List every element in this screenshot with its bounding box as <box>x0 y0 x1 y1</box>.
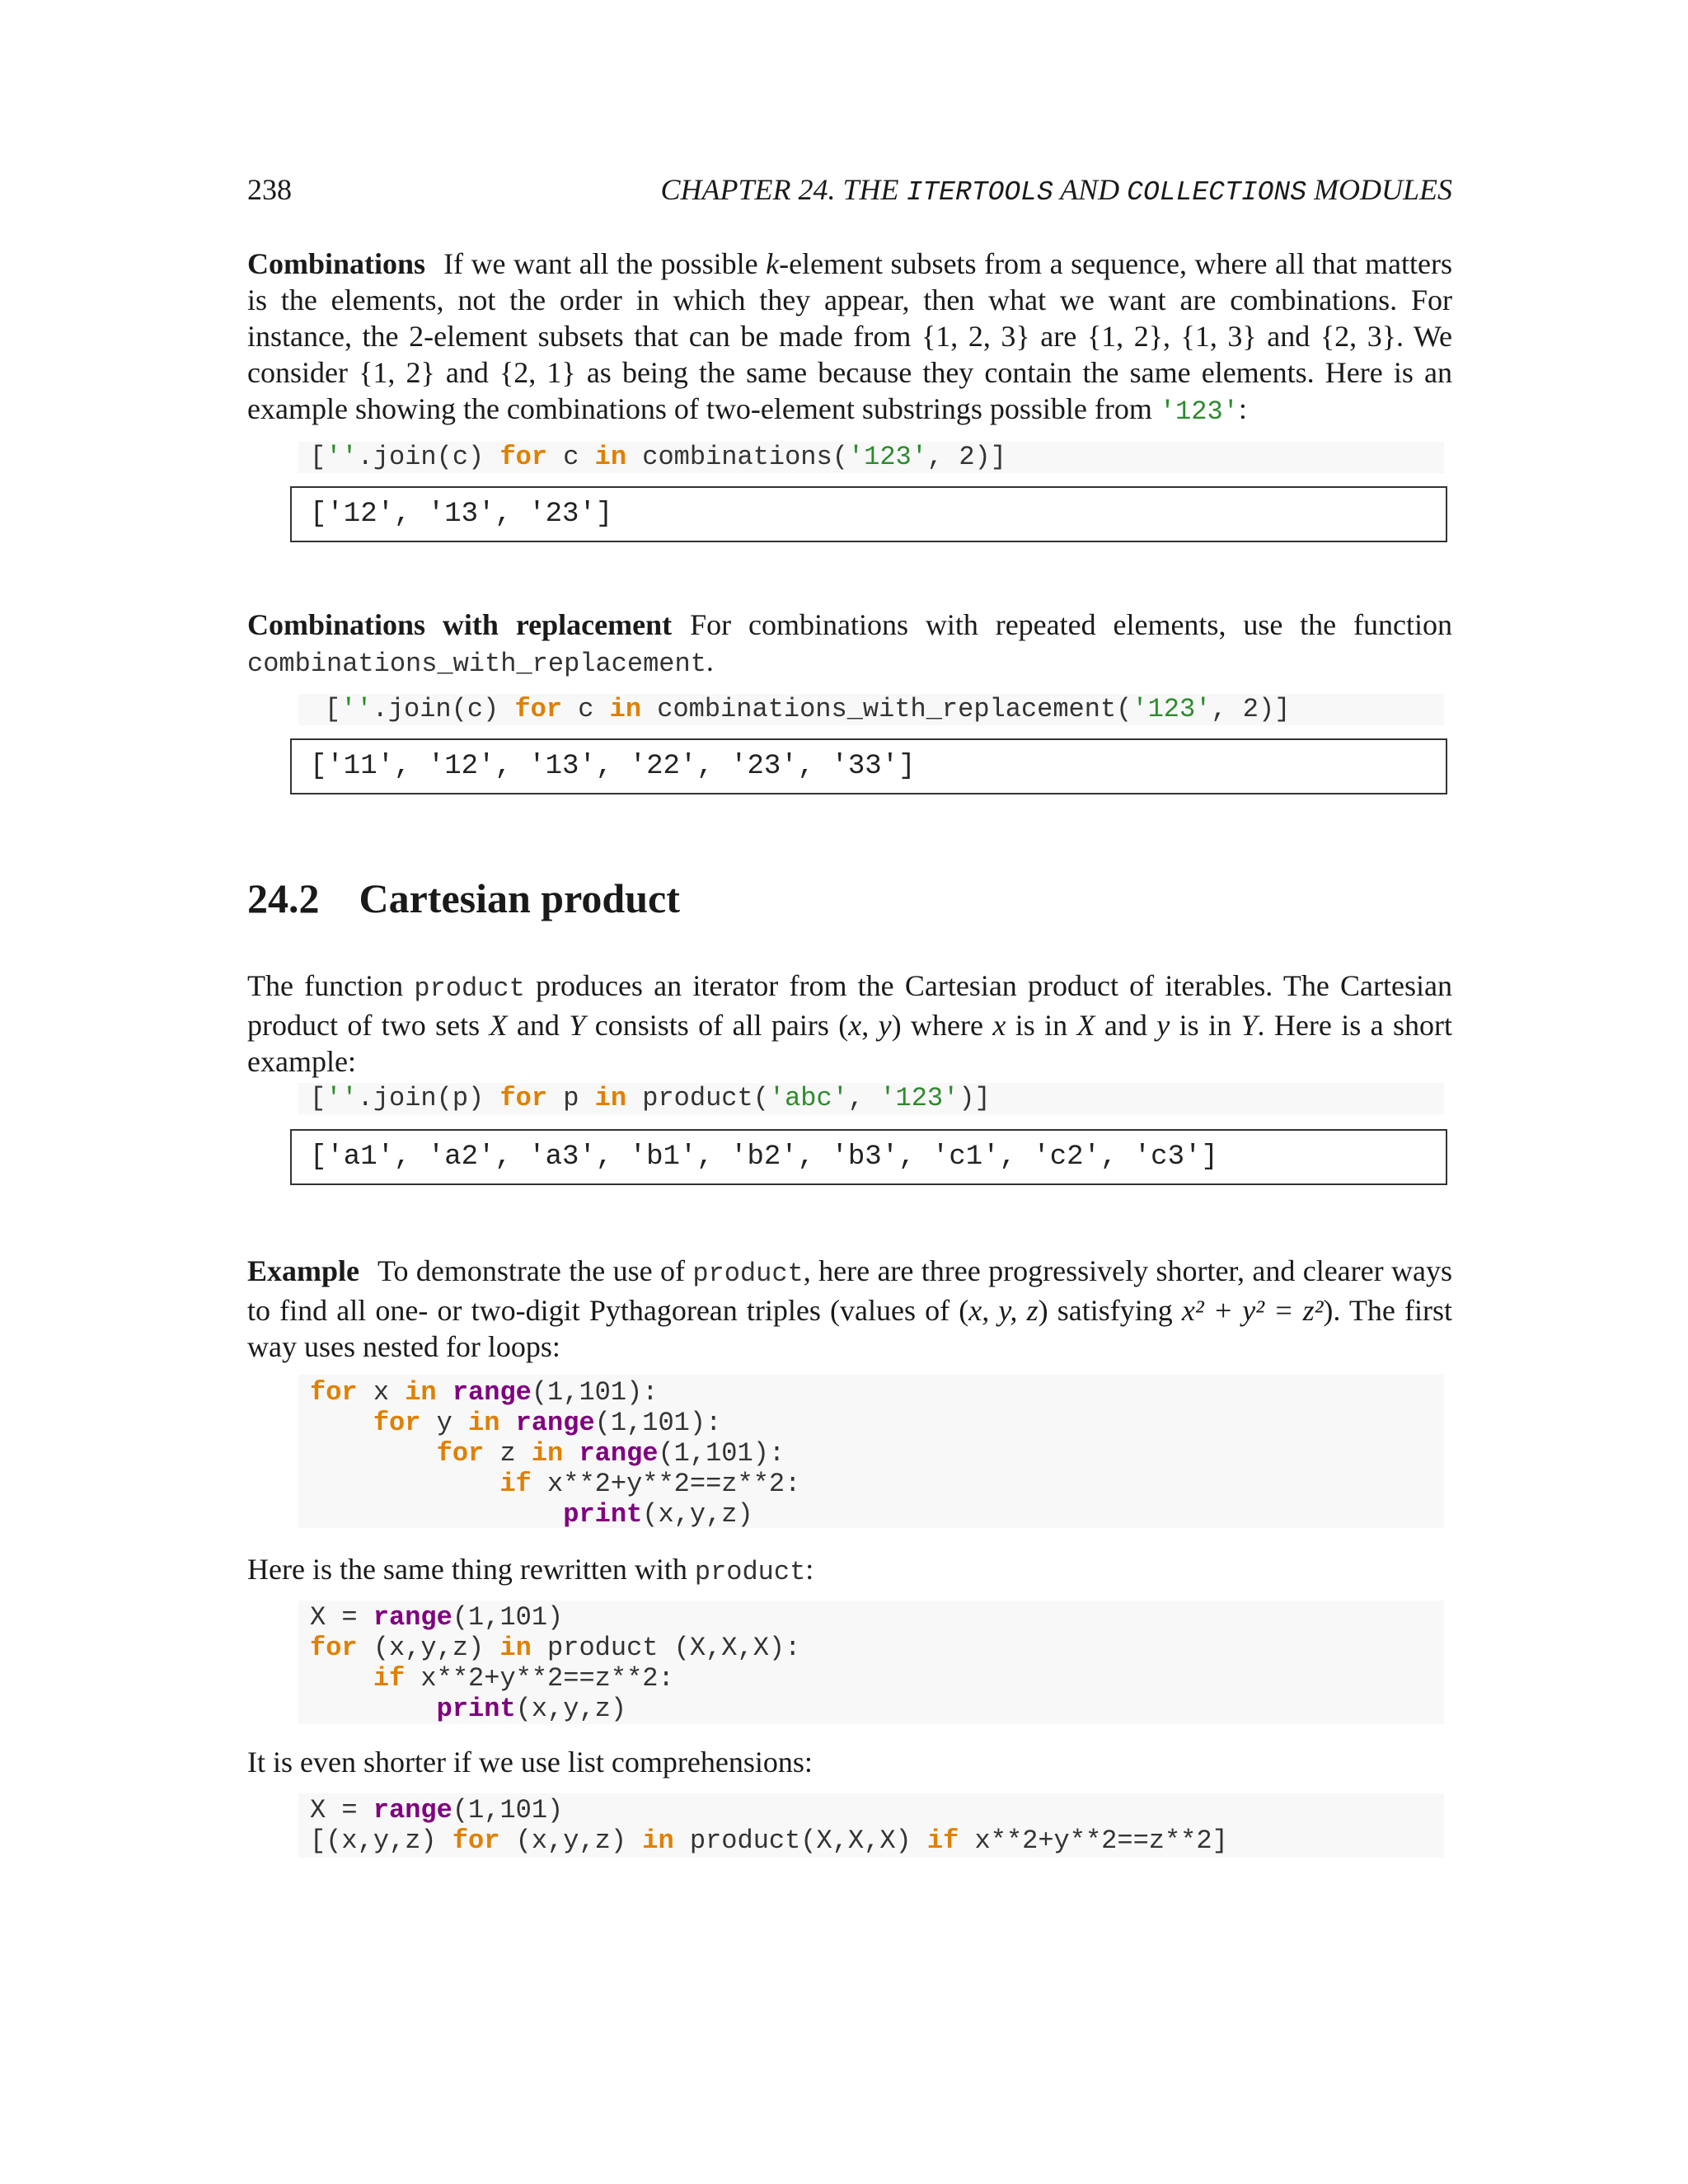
code-token: )] <box>959 1083 991 1113</box>
code-block-list-comprehension <box>298 1793 1444 1858</box>
text-run: The function <box>247 969 415 1002</box>
code-token: product (X,X,X): <box>531 1633 801 1663</box>
code-token: combinations_with_replacement( <box>641 694 1132 724</box>
code-keyword-in: in <box>531 1438 564 1469</box>
code-token: (1,101): <box>531 1377 659 1408</box>
punctuation: : <box>1238 392 1247 425</box>
running-title <box>661 168 1452 214</box>
itertools-module-name: ITERTOOLS <box>906 177 1053 208</box>
code-token: (x,y,z) <box>357 1633 500 1663</box>
example-runin-heading: Example <box>247 1254 360 1287</box>
code-line <box>310 1825 1432 1856</box>
math-var: X <box>1076 1009 1095 1042</box>
code-string: '' <box>340 694 373 724</box>
code-keyword-for: for <box>310 1633 358 1663</box>
code-token: combinations( <box>626 442 848 472</box>
code-builtin-range: range <box>515 1408 595 1438</box>
code-token: , 2)] <box>1211 694 1291 724</box>
code-token: (1,101): <box>594 1408 722 1438</box>
and-word: AND <box>1060 173 1120 206</box>
math-var: X <box>489 1009 508 1042</box>
code-indent <box>310 1438 437 1469</box>
code-token: .join(c) <box>372 694 515 724</box>
math-var: Y <box>569 1009 586 1042</box>
code-token <box>563 1438 579 1469</box>
code-builtin-range: range <box>452 1377 532 1408</box>
section-number: 24.2 <box>247 875 320 921</box>
text-run: To demonstrate the use of <box>377 1254 693 1287</box>
code-token: [ <box>325 694 341 724</box>
function-name-inline: combinations_with_replacement <box>247 649 706 679</box>
punctuation: : <box>805 1553 814 1586</box>
code-string: '123' <box>847 442 927 472</box>
code-line <box>310 1377 1432 1408</box>
code-token: (x,y,z) <box>499 1825 643 1856</box>
code-keyword-for: for <box>499 1083 548 1113</box>
code-token: .join(c) <box>357 442 500 472</box>
text-run: ). The first way uses nested for loops: <box>247 1294 1453 1363</box>
code-token: (1,101) <box>452 1795 564 1825</box>
code-keyword-in: in <box>468 1408 500 1438</box>
code-indent <box>310 1694 437 1724</box>
code-keyword-if: if <box>499 1469 532 1499</box>
code-line <box>310 1602 1432 1633</box>
code-token: p <box>547 1083 595 1113</box>
page-header <box>247 168 1452 211</box>
page-number: 238 <box>247 173 292 206</box>
code-token: (1,101): <box>658 1438 785 1469</box>
code-token: z <box>484 1438 532 1469</box>
code-token: X = <box>310 1602 373 1633</box>
code-line <box>310 1694 1432 1724</box>
punctuation: . <box>706 644 714 677</box>
code-token: (x,y,z) <box>515 1694 627 1724</box>
code-token: c <box>547 442 595 472</box>
rewrite-paragraph <box>247 1551 1452 1591</box>
k-variable: k <box>766 247 780 280</box>
function-name-inline: product <box>694 1557 806 1587</box>
text-run: and <box>507 1009 570 1042</box>
text-run: . Here is a short example: <box>247 1009 1453 1078</box>
text-run: and <box>1095 1009 1157 1042</box>
code-keyword-in: in <box>642 1825 674 1856</box>
code-line <box>310 1663 1432 1694</box>
section-heading <box>247 874 680 923</box>
text-run: ) satisfying <box>1038 1294 1182 1327</box>
code-keyword-for: for <box>499 442 548 472</box>
code-token: [ <box>310 442 326 472</box>
inline-string-123: '123' <box>1159 396 1239 427</box>
code-token: y <box>420 1408 469 1438</box>
code-token: (1,101) <box>452 1602 564 1633</box>
section-title: Cartesian product <box>359 875 680 921</box>
combinations-text-1: If we want all the possible <box>443 247 767 280</box>
code-indent <box>310 1469 499 1499</box>
code-token: x <box>357 1377 406 1408</box>
text-run: produces an iterator from the Cartesian product of iterables. The Cartesian product of two sets <box>247 969 1452 1042</box>
code-token: [ <box>310 1083 326 1113</box>
combinations-text-2: -element subsets from a sequence, where all that matters is the elements, not the order in which they appear, then what we want are combinations. For instance, the 2-element subsets that can be made from {1, 2, 3} are {1, 2}, {1, 3} and {2, 3}. We consider {1, 2} and {2, 1} as being the same because they contain the same elements. Here is an example showing the combinations of two-element substrings possible from <box>247 247 1452 425</box>
math-var: x <box>848 1009 862 1042</box>
code-keyword-for: for <box>436 1438 485 1469</box>
code-string: '' <box>326 442 358 472</box>
code-token: x**2+y**2==z**2: <box>405 1663 674 1694</box>
output-box-combinations: ['12', '13', '23'] <box>290 486 1447 542</box>
code-line <box>310 1795 1432 1825</box>
code-block-combinations <box>298 442 1444 473</box>
code-line <box>310 1469 1432 1499</box>
code-token: x**2+y**2==z**2: <box>531 1469 801 1499</box>
function-name-inline: product <box>414 973 525 1004</box>
replacement-runin-heading: Combinations with replacement <box>247 608 673 641</box>
code-builtin-range: range <box>373 1602 452 1633</box>
code-keyword-for: for <box>310 1377 358 1408</box>
replacement-text: For combinations with repeated elements, use the function <box>690 608 1453 641</box>
combinations-paragraph <box>247 246 1452 430</box>
code-block-replacement <box>298 694 1444 725</box>
math-var: y <box>1156 1009 1170 1042</box>
code-block-product <box>298 1083 1444 1114</box>
code-token: X = <box>310 1795 373 1825</box>
math-var: x <box>992 1009 1006 1042</box>
code-token: (x,y,z) <box>642 1499 753 1530</box>
code-keyword-in: in <box>594 1083 627 1113</box>
code-token: product( <box>626 1083 769 1113</box>
product-paragraph <box>247 968 1452 1080</box>
replacement-paragraph <box>247 607 1452 682</box>
text-run: is in <box>1006 1009 1077 1042</box>
math-var: Y <box>1240 1009 1258 1042</box>
function-name-inline: product <box>692 1258 804 1289</box>
code-indent <box>310 1663 373 1694</box>
text-run: ) where <box>891 1009 993 1042</box>
code-builtin-range: range <box>579 1438 659 1469</box>
code-line <box>310 1633 1432 1663</box>
code-indent <box>310 1499 563 1530</box>
collections-module-name: COLLECTIONS <box>1127 177 1306 208</box>
text-run: consists of all pairs ( <box>585 1009 849 1042</box>
code-line <box>310 1408 1432 1438</box>
code-keyword-for: for <box>452 1825 500 1856</box>
output-box-replacement: ['11', '12', '13', '22', '23', '33'] <box>290 738 1447 794</box>
code-keyword-in: in <box>594 442 627 472</box>
code-token: product(X,X,X) <box>673 1825 927 1856</box>
text-run: , <box>861 1009 879 1042</box>
combinations-runin-heading: Combinations <box>247 247 426 280</box>
code-token: [(x,y,z) <box>310 1825 452 1856</box>
shorter-paragraph: It is even shorter if we use list comprehensions: <box>247 1746 813 1779</box>
code-builtin-print: print <box>436 1694 516 1724</box>
code-keyword-for: for <box>514 694 563 724</box>
code-token <box>437 1377 452 1408</box>
text-run: is in <box>1170 1009 1241 1042</box>
text-run: Here is the same thing rewritten with <box>247 1553 695 1586</box>
example-paragraph <box>247 1253 1452 1365</box>
code-block-product-rewrite <box>298 1601 1444 1724</box>
code-block-nested-loops <box>298 1375 1444 1528</box>
code-builtin-range: range <box>373 1795 452 1825</box>
code-keyword-in: in <box>499 1633 532 1663</box>
code-token <box>499 1408 515 1438</box>
math-var: x, y, z <box>968 1294 1039 1327</box>
code-token: c <box>562 694 610 724</box>
code-line <box>310 1499 1432 1530</box>
code-keyword-for: for <box>373 1408 421 1438</box>
math-var: y <box>878 1009 892 1042</box>
code-line <box>310 1438 1432 1469</box>
code-token: .join(p) <box>357 1083 500 1113</box>
code-indent <box>310 1408 373 1438</box>
chapter-label: CHAPTER 24. THE <box>660 173 899 206</box>
code-string: '123' <box>1132 694 1212 724</box>
output-box-product: ['a1', 'a2', 'a3', 'b1', 'b2', 'b3', 'c1', 'c2', 'c3'] <box>290 1129 1447 1185</box>
modules-word: MODULES <box>1314 173 1452 206</box>
code-token: , <box>847 1083 880 1113</box>
code-token: , 2)] <box>926 442 1006 472</box>
code-keyword-if: if <box>926 1825 959 1856</box>
code-string: '123' <box>879 1083 959 1113</box>
code-keyword-in: in <box>405 1377 437 1408</box>
code-token: x**2+y**2==z**2] <box>959 1825 1228 1856</box>
code-keyword-if: if <box>373 1663 406 1694</box>
text-run: , here are three progressively shorter, and clearer ways to find all one- or two-digit Pythagorean triples (values of ( <box>247 1254 1452 1327</box>
code-string: 'abc' <box>768 1083 848 1113</box>
code-keyword-in: in <box>609 694 642 724</box>
math-equation: x² + y² = z² <box>1181 1294 1324 1327</box>
code-builtin-print: print <box>563 1499 643 1530</box>
code-string: '' <box>326 1083 358 1113</box>
